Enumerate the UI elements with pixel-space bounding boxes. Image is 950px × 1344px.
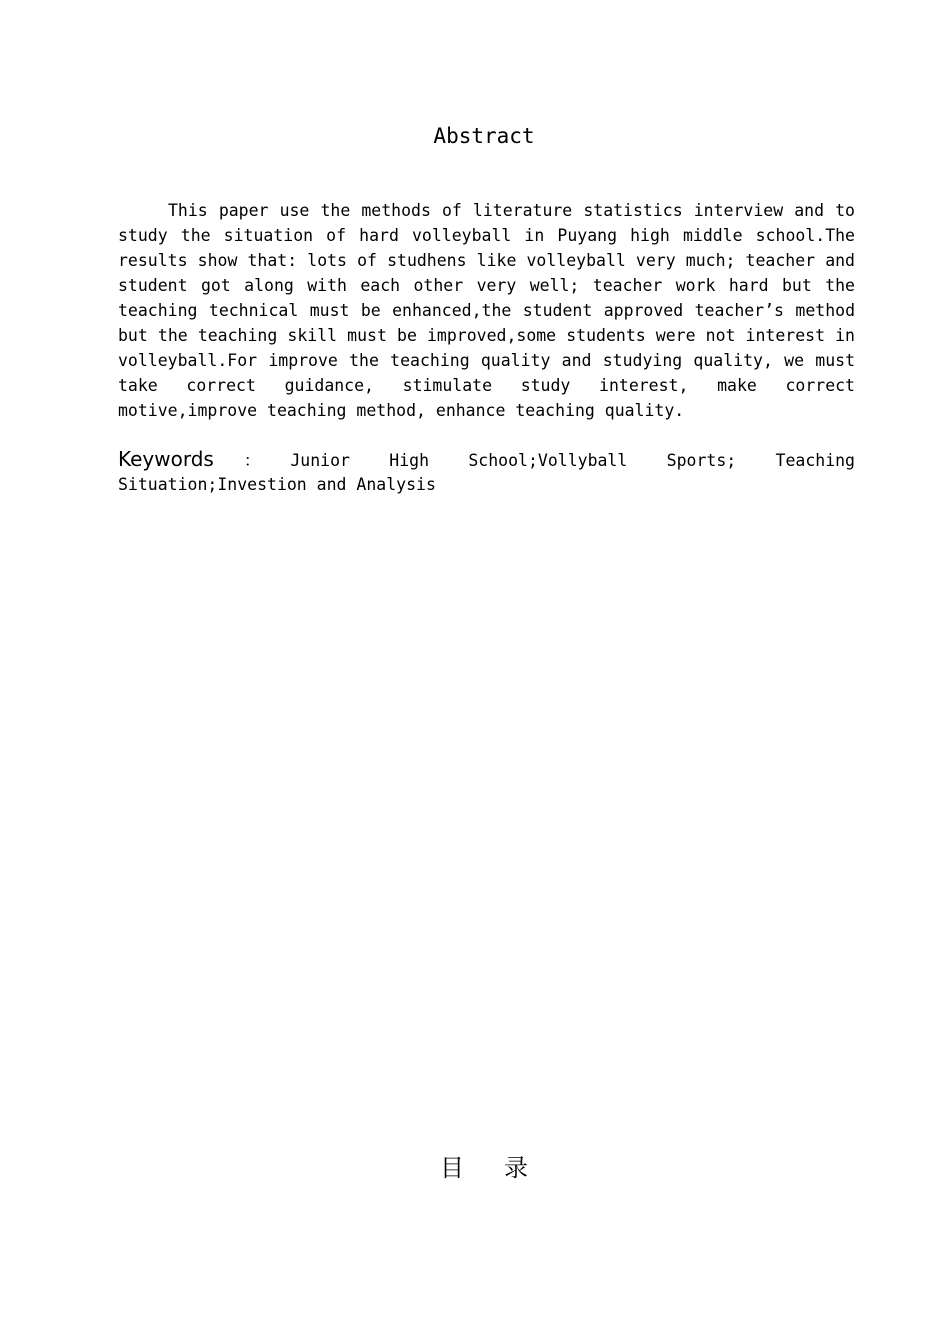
abstract-paragraph: This paper use the methods of literature statistics interview and to study the situation of hard volleyball in Puyang high middle school.The results show that: lots of studhens like volleyball very much; teacher and student got along with each other very well; teacher work hard but the teaching technical must be enhanced,the student approved teacher’s method but the teaching skill must be improved,some students were not interest in volleyball.For improve the teaching quality and studying quality, we must take correct guidance, stimulate study interest, make correct motive,improve teaching method, enhance teaching quality. [118, 201, 855, 420]
keywords-text: Junior High School;Vollyball Sports; Teaching Situation;Investion and Analysis [118, 451, 855, 494]
toc-heading: 目录 [440, 1154, 568, 1182]
keywords-label: Keywords [118, 447, 214, 471]
keywords-colon: ： [243, 451, 261, 470]
keywords-line [118, 447, 855, 497]
abstract-heading: Abstract [433, 124, 535, 148]
